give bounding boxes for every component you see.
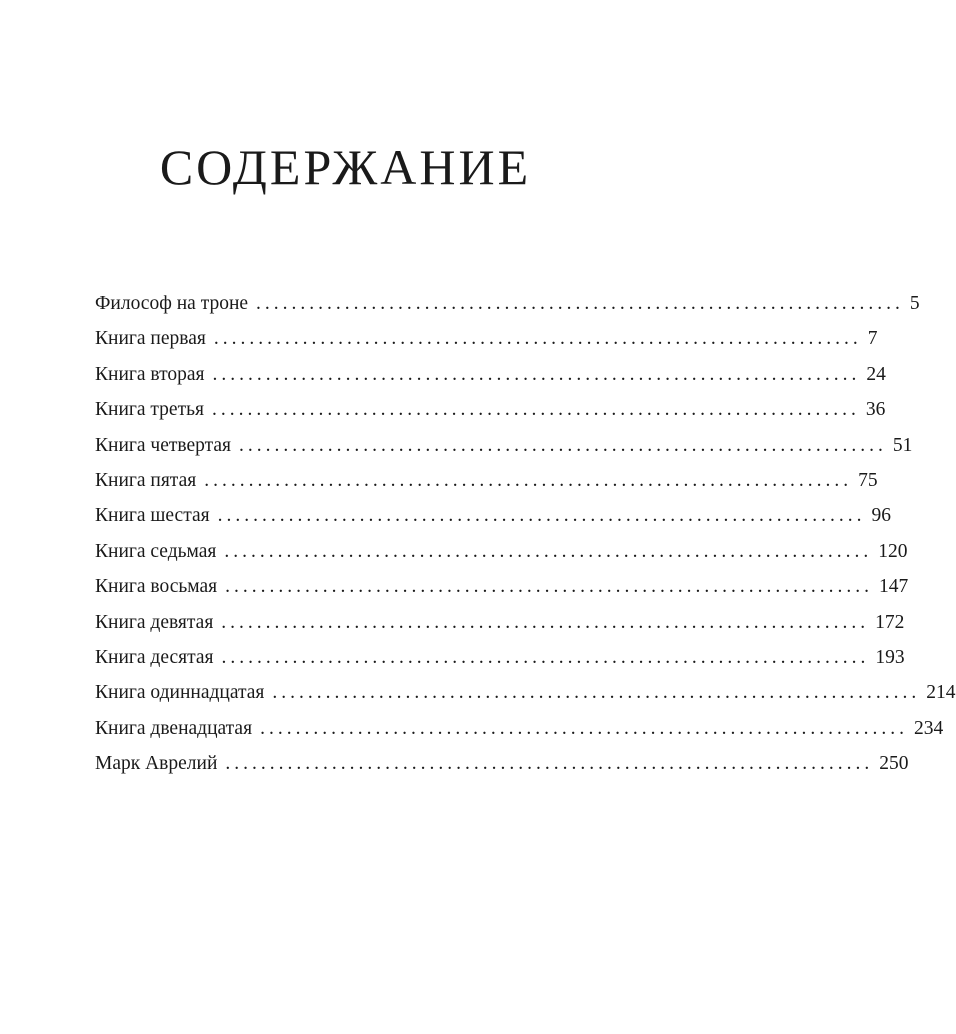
toc-entry-label: Книга вторая (95, 363, 205, 385)
toc-entry-label: Философ на троне (95, 293, 249, 314)
toc-entry (95, 611, 905, 647)
toc-entry-page: 96 (871, 505, 891, 527)
toc-leader-dots: ......................................................................... (256, 293, 904, 314)
table-of-contents (95, 293, 956, 788)
toc-entry (95, 753, 909, 788)
toc-entry-page: 7 (867, 328, 878, 350)
toc-entry (95, 505, 891, 540)
toc-entry-page: 24 (866, 363, 886, 385)
toc-leader-dots: ......................................................................... (204, 469, 853, 491)
toc-entry-label: Книга третья (95, 399, 204, 421)
toc-entry (95, 363, 886, 399)
toc-entry (95, 399, 886, 434)
toc-leader-dots: ......................................................................... (239, 434, 887, 456)
toc-entry-label: Книга одиннадцатая (95, 682, 265, 704)
toc-entry-page: 36 (865, 399, 886, 421)
toc-leader-dots: ......................................................................... (212, 363, 861, 385)
toc-entry-page: 193 (875, 646, 905, 668)
toc-entry-page: 172 (875, 611, 905, 633)
toc-leader-dots: ......................................................................... (211, 399, 860, 421)
toc-entry-page: 214 (926, 682, 956, 704)
toc-leader-dots: ......................................................................... (272, 682, 921, 704)
toc-leader-dots: ......................................................................... (260, 717, 908, 739)
toc-entry-label: Книга пятая (95, 469, 197, 491)
toc-entry (95, 576, 909, 611)
toc-entry-page: 147 (878, 576, 909, 598)
toc-entry (95, 682, 956, 717)
toc-leader-dots: ......................................................................... (225, 576, 873, 598)
toc-leader-dots: ......................................................................... (217, 505, 866, 527)
toc-entry-label: Книга восьмая (95, 576, 218, 598)
toc-entry-page: 75 (858, 469, 878, 491)
toc-entry-page: 250 (879, 753, 909, 775)
toc-entry-label: Книга четвертая (95, 434, 232, 456)
toc-entry-label: Книга седьмая (95, 540, 217, 562)
toc-entry-label: Марк Аврелий (95, 753, 218, 775)
toc-entry-label: Книга первая (95, 328, 206, 350)
toc-leader-dots: ......................................................................... (221, 611, 870, 633)
toc-entry (95, 469, 878, 505)
toc-leader-dots: ......................................................................... (224, 540, 873, 562)
toc-leader-dots: ......................................................................... (221, 646, 870, 668)
toc-entry-label: Книга двенадцатая (95, 717, 253, 739)
toc-entry (95, 434, 913, 470)
toc-entry (95, 328, 878, 363)
toc-entry (95, 646, 905, 682)
toc-entry-page: 234 (913, 717, 944, 739)
toc-entry-label: Книга десятая (95, 646, 214, 668)
toc-entry (95, 540, 908, 576)
toc-entry (95, 717, 944, 753)
toc-entry-page: 51 (892, 434, 913, 456)
toc-entry-label: Книга девятая (95, 611, 214, 633)
toc-leader-dots: ......................................................................... (213, 328, 862, 350)
page-title: СОДЕРЖАНИЕ (159, 139, 532, 195)
toc-entry-page: 5 (909, 293, 920, 314)
toc-entry-label: Книга шестая (95, 505, 210, 527)
toc-entry (95, 293, 920, 328)
toc-entry-page: 120 (878, 540, 908, 562)
toc-leader-dots: ......................................................................... (225, 753, 874, 775)
